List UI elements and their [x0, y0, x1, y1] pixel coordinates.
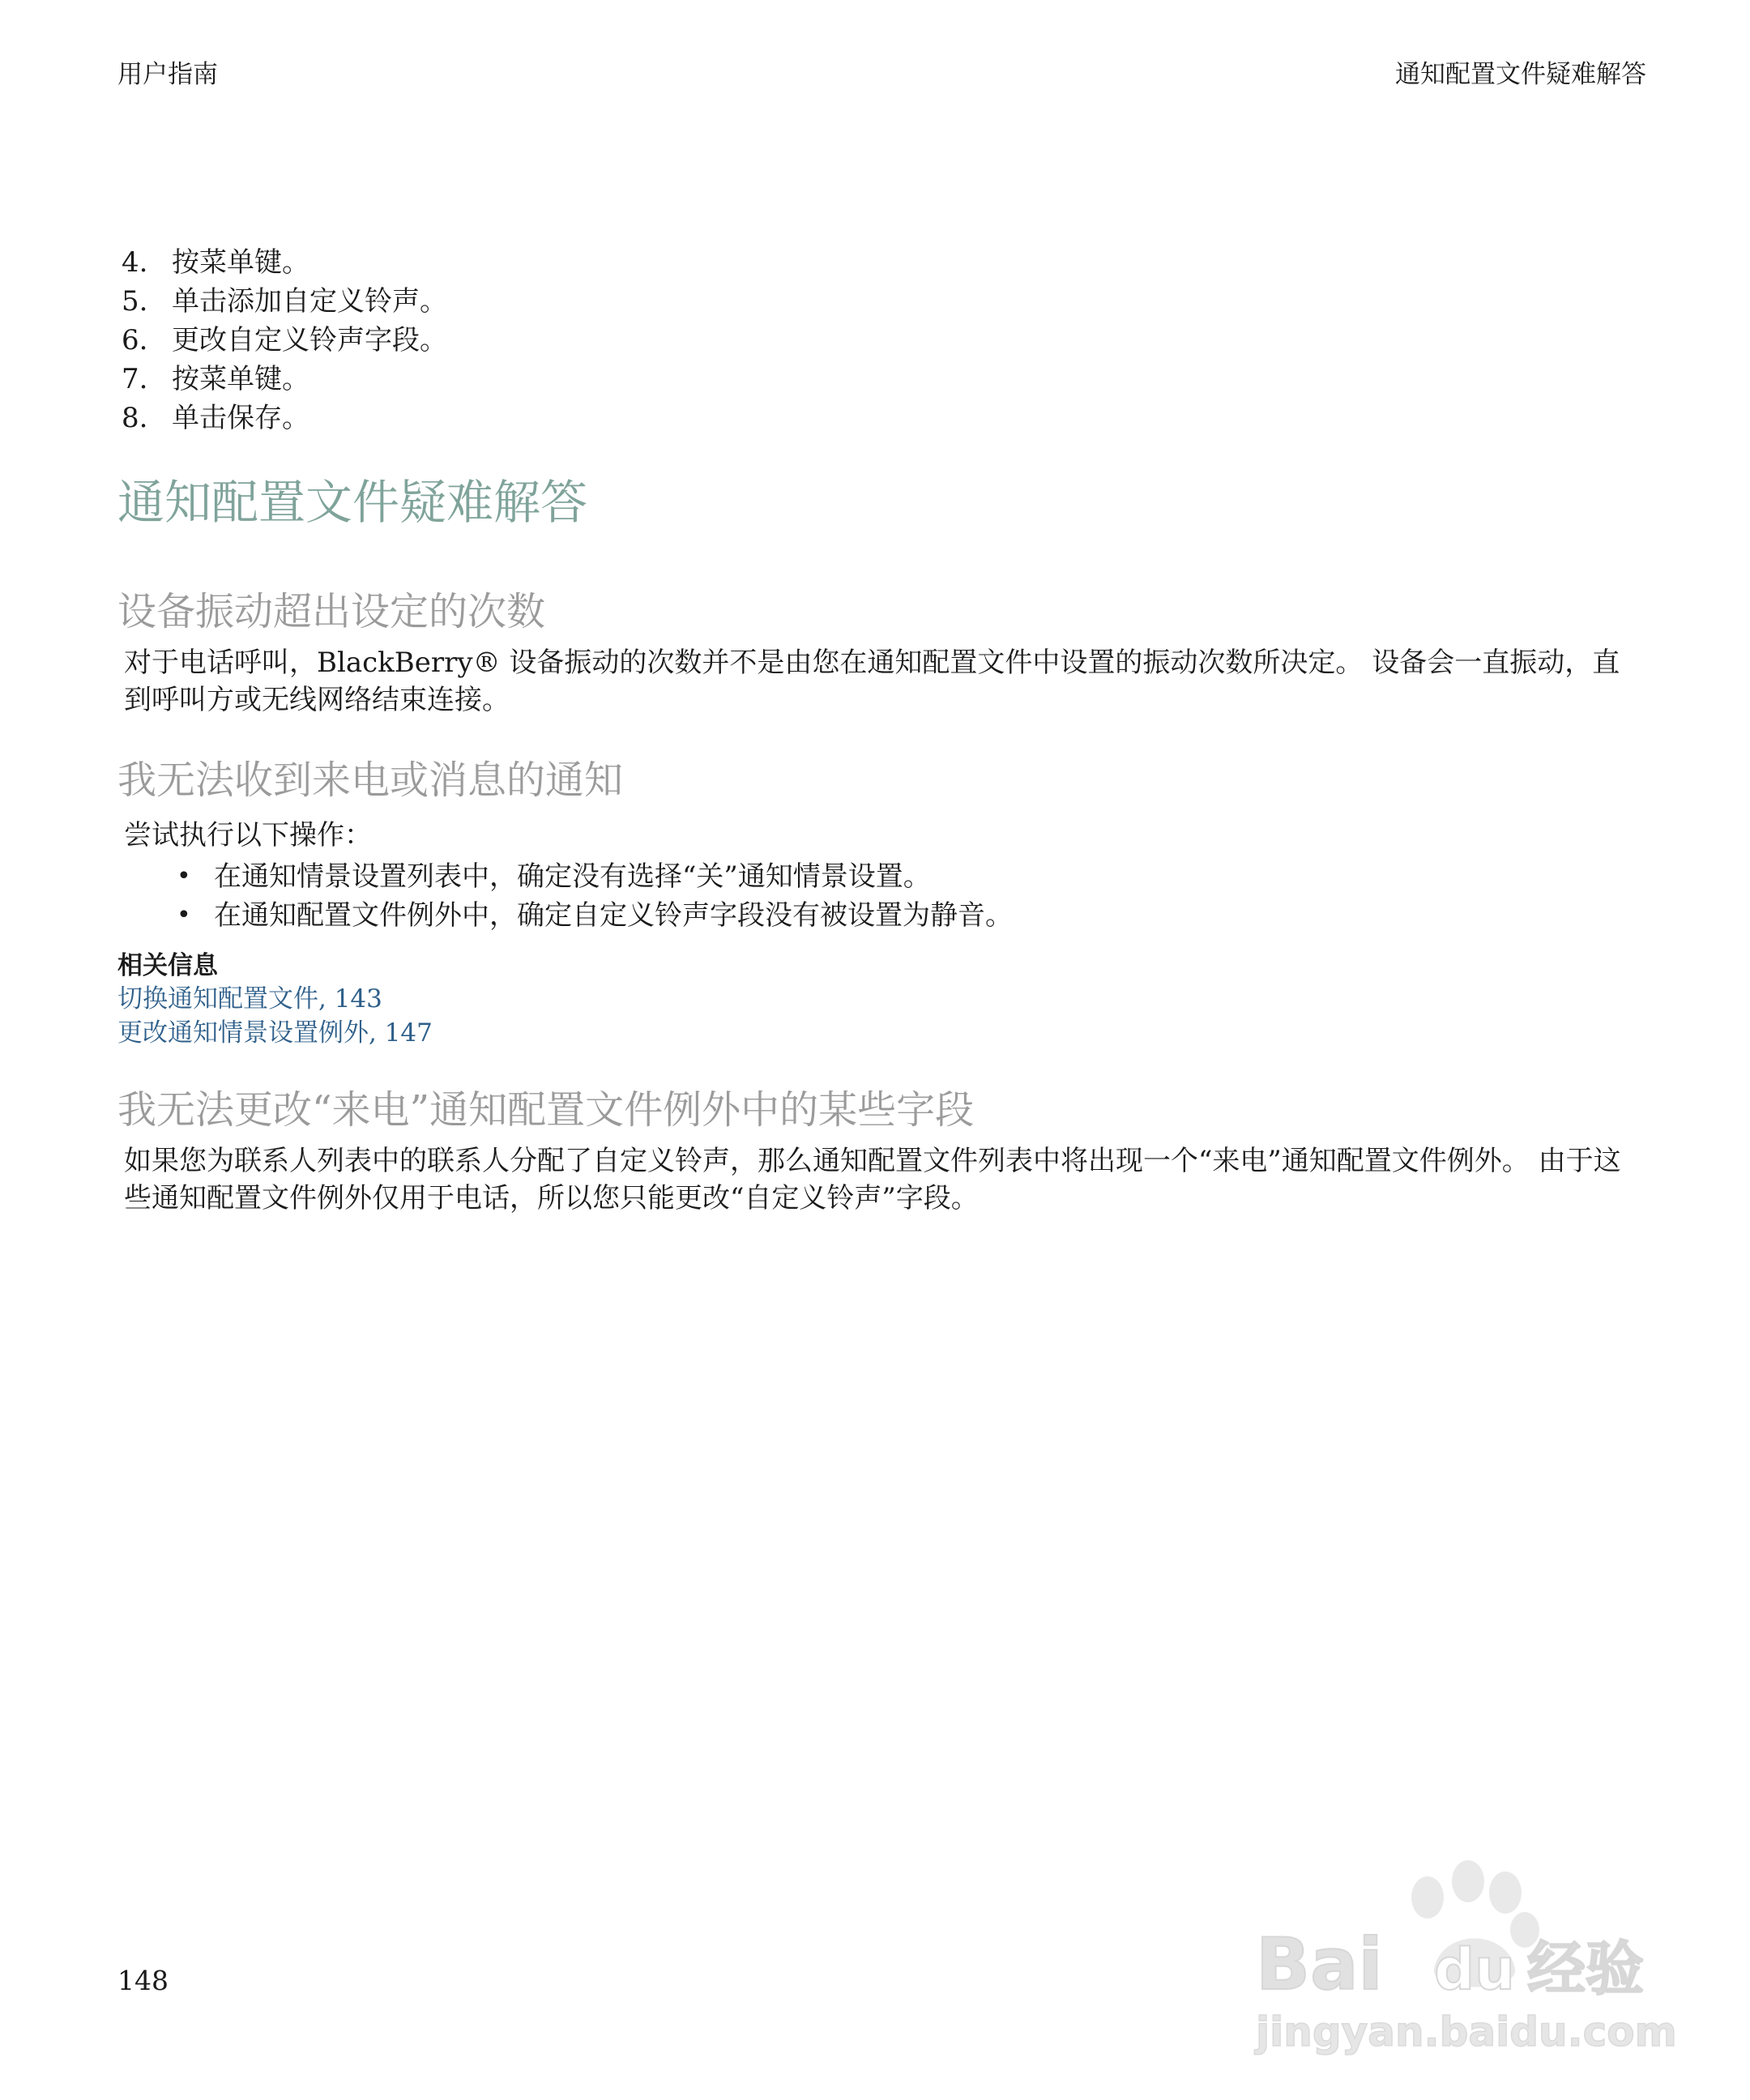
subheading-vibrate: 设备振动超出设定的次数 — [117, 589, 546, 634]
bullet-icon: • — [177, 862, 191, 890]
section-title: 通知配置文件疑难解答 — [117, 475, 588, 530]
step-text: 单击保存。 — [172, 402, 309, 434]
bullet-text: 在通知配置文件例外中，确定自定义铃声字段没有被设置为静音。 — [214, 899, 1013, 932]
list-item — [122, 321, 447, 360]
list-item — [122, 360, 447, 399]
watermark-logo-text: Bai — [1256, 1923, 1383, 2006]
step-text: 更改自定义铃声字段。 — [172, 324, 447, 356]
list-item — [122, 243, 447, 282]
running-header-right: 通知配置文件疑难解答 — [1395, 60, 1646, 89]
step-number: 4. — [122, 246, 148, 279]
baidu-jingyan-watermark — [1240, 1839, 1677, 2058]
list-item — [177, 896, 1013, 935]
related-info-title: 相关信息 — [117, 951, 218, 980]
subheading-no-notification: 我无法收到来电或消息的通知 — [117, 758, 624, 803]
step-text: 按菜单键。 — [172, 246, 309, 279]
list-item — [177, 857, 1013, 896]
list-item — [122, 399, 447, 438]
link-switch-profile[interactable]: 切换通知配置文件, 143 — [117, 984, 382, 1014]
page-number: 148 — [117, 1965, 169, 1996]
watermark-logo-text-du: du — [1434, 1936, 1515, 2003]
step-text: 单击添加自定义铃声。 — [172, 285, 447, 318]
running-header-left: 用户指南 — [117, 60, 218, 89]
subheading-cannot-change: 我无法更改“来电”通知配置文件例外中的某些字段 — [117, 1087, 975, 1133]
list-item — [122, 282, 447, 321]
step-number: 8. — [122, 402, 148, 434]
bullet-text: 在通知情景设置列表中，确定没有选择“关”通知情景设置。 — [214, 860, 931, 893]
link-change-exception[interactable]: 更改通知情景设置例外, 147 — [117, 1018, 433, 1048]
watermark-logo-cn: 经验 — [1527, 1935, 1645, 2003]
paragraph-try-steps: 尝试执行以下操作： — [124, 819, 372, 852]
bullet-list — [177, 857, 1013, 935]
step-number: 7. — [122, 363, 148, 395]
step-number: 5. — [122, 285, 148, 318]
bullet-icon: • — [177, 901, 191, 929]
paragraph-cannot-change: 如果您为联系人列表中的联系人分配了自定义铃声，那么通知配置文件列表中将出现一个“来电”通知配置文件例外。 由于这些通知配置文件例外仅用于电话，所以您只能更改“自定义铃声”字段。 — [124, 1145, 1621, 1214]
step-number: 6. — [122, 324, 148, 356]
step-list — [122, 243, 447, 438]
watermark-url: jingyan.baidu.com — [1256, 2008, 1677, 2055]
paragraph-vibrate: 对于电话呼叫，BlackBerry® 设备振动的次数并不是由您在通知配置文件中设置的振动次数所决定。 设备会一直振动，直到呼叫方或无线网络结束连接。 — [124, 647, 1620, 716]
step-text: 按菜单键。 — [172, 363, 309, 395]
